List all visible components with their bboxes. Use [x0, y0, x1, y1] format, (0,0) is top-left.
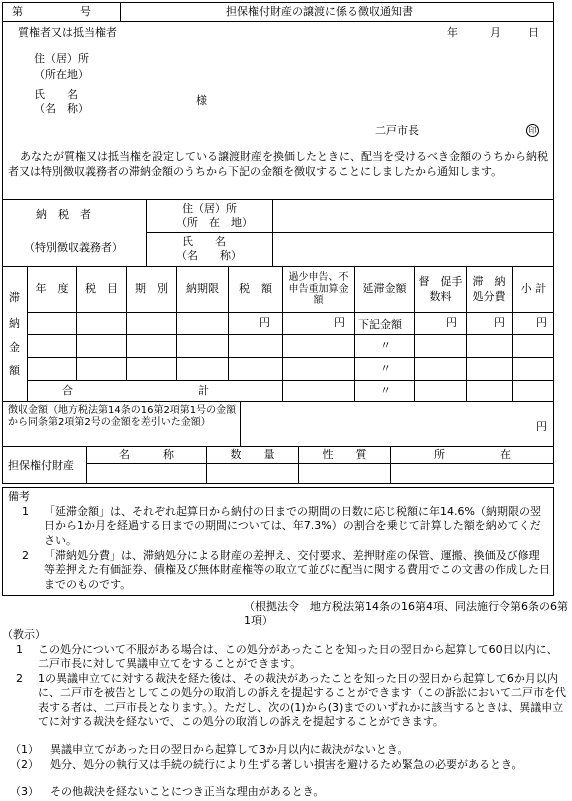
- addressee-label: 質権者又は抵当権者: [18, 26, 117, 39]
- total-label-1: 合: [62, 384, 73, 397]
- arrears-side-4: 額: [9, 364, 20, 377]
- property-col-quantity: 数 量: [230, 447, 275, 461]
- arrears-side-1: 滞: [9, 291, 20, 304]
- instruction-1-text: この処分について不服がある場合は、この処分があったことを知った日の翌日から起算して60日以内に、二戸市長に対して異議申立てをすることができます。: [38, 643, 558, 671]
- seal-mark: 印: [526, 124, 539, 137]
- remark-1-text: 「延滞金額」は、それぞれ起算日から納付の日までの期間の日数に応じ税額に年14.6%（納期限の翌日から1か月を経過する日までの期間については、年7.3%）の割合を乗じて計算した額を納めてください。: [44, 505, 541, 547]
- col-late-fee-header: 延滞金額: [362, 282, 407, 296]
- col-penalty-header: 過少申告、不申告重加算金額: [288, 272, 349, 307]
- number-prefix: 第: [12, 5, 23, 18]
- legal-basis: （根拠法令 地方税法第14条の16第4項、同法施行令第6条の6第1項）: [244, 600, 568, 628]
- col-tax-item-header: 税 目: [85, 282, 118, 296]
- ditto-row-total: 〃: [380, 384, 391, 397]
- sub-item-2-num: （2）: [10, 758, 39, 771]
- taxpayer-label-sub: （特別徴収義務者）: [24, 241, 123, 254]
- instruction-2-text: 1の異議申立てに対する裁決を経た後は、その裁決があったことを知った日の翌日から起算して6か月以内に、二戸市を被告としてこの処分の取消しの訴えを提起することができます（この訴訟において二戸市を代表する者は、二戸市長となります。）。ただし、次の(1)から(3)までのいずれかに該当するときは、異議申立てに対する裁決を経ないで、この処分の取消しの訴えを提起することができます。: [38, 672, 566, 728]
- remarks-title: 備考: [8, 490, 30, 503]
- col-period-header: 期 別: [135, 282, 168, 296]
- taxpayer-address-label: 住（居）所: [182, 202, 237, 215]
- col-tax-amount-header: 税 額: [239, 282, 272, 296]
- instruction-1-num: 1: [16, 643, 23, 656]
- ditto-row-3: 〃: [380, 362, 391, 375]
- sub-item-3-text: その他裁決を経ないことにつき正当な理由があるとき。: [50, 785, 325, 798]
- yen-penalty: 円: [334, 316, 345, 329]
- document-title: 担保権付財産の譲渡に係る徴収通知書: [226, 5, 413, 18]
- arrears-side-3: 金: [9, 341, 20, 354]
- address-label: 住（居）所: [34, 52, 89, 65]
- property-col-nature: 性 質: [322, 447, 367, 461]
- col-disposition-cost-header: 滞 納処分費: [472, 275, 506, 303]
- sub-item-1-num: （1）: [10, 743, 39, 756]
- property-col-name: 名 称: [119, 447, 174, 461]
- sub-item-1-text: 異議申立てがあった日の翌日から起算して3か月以内に裁決がないとき。: [50, 743, 409, 756]
- taxpayer-address-sub: （所 在 地）: [176, 216, 253, 229]
- total-label-2: 計: [198, 384, 209, 397]
- arrears-side-2: 納: [9, 317, 20, 330]
- col-due-date-header: 納期限: [186, 282, 219, 296]
- taxpayer-name-sub: （名 称）: [176, 249, 242, 262]
- date-month: 月: [490, 26, 501, 39]
- number-suffix: 号: [80, 5, 91, 18]
- sub-item-3-num: （3）: [10, 785, 39, 798]
- address-sub: （所在地）: [34, 68, 89, 81]
- yen-reminder-fee: 円: [446, 316, 457, 329]
- instruction-2-num: 2: [16, 672, 23, 685]
- property-col-location: 所 在: [434, 447, 511, 461]
- yen-tax-amount: 円: [259, 316, 270, 329]
- issuer: 二戸市長: [375, 124, 419, 137]
- collection-label: 徴収金額（地方税法第14条の16第2項第1号の金額から同条第2項第2号の金額を差引いた金額）: [8, 405, 237, 428]
- col-reminder-fee-header: 督 促手数料: [418, 275, 463, 303]
- date-year: 年: [447, 26, 458, 39]
- property-label: 担保権付財産: [8, 459, 74, 472]
- intro-text: あなたが質権又は抵当権を設定している譲渡財産を換価したときに、配当を受けるべき金額のうちから納税者又は特別徴収義務者の滞納金額のうちから下記の金額を徴収することにしましたから通知します。: [8, 150, 548, 178]
- taxpayer-name-label: 氏 名: [182, 235, 226, 248]
- sub-item-2-text: 処分、処分の執行又は手続の続行により生ずる著しい損害を避けるため緊急の必要があるとき。: [50, 758, 523, 771]
- name-sub: （名 称）: [34, 102, 89, 115]
- remark-1-num: 1: [22, 505, 29, 518]
- instruction-title: （教示）: [2, 628, 46, 641]
- yen-subtotal: 円: [536, 316, 547, 329]
- taxpayer-label: 納 税 者: [36, 208, 91, 221]
- honorific: 様: [196, 94, 207, 107]
- col-subtotal-header: 小 計: [520, 282, 547, 296]
- ditto-row-2: 〃: [380, 339, 391, 352]
- remark-2-num: 2: [22, 549, 29, 562]
- name-label: 氏 名: [34, 88, 78, 101]
- yen-disposition-cost: 円: [494, 316, 505, 329]
- collection-yen: 円: [536, 420, 547, 433]
- late-fee-note: 下記金額: [358, 318, 402, 331]
- remark-2-text: 「滞納処分費」は、滞納処分による財産の差押え、交付要求、差押財産の保管、運搬、換価及び修理等差押えた有価証券、債権及び無体財産権等の取立て並びに配当に関する費用でこの文書の作成した日までのものです。: [44, 549, 550, 591]
- col-year-header: 年 度: [35, 282, 69, 296]
- date-day: 日: [528, 26, 539, 39]
